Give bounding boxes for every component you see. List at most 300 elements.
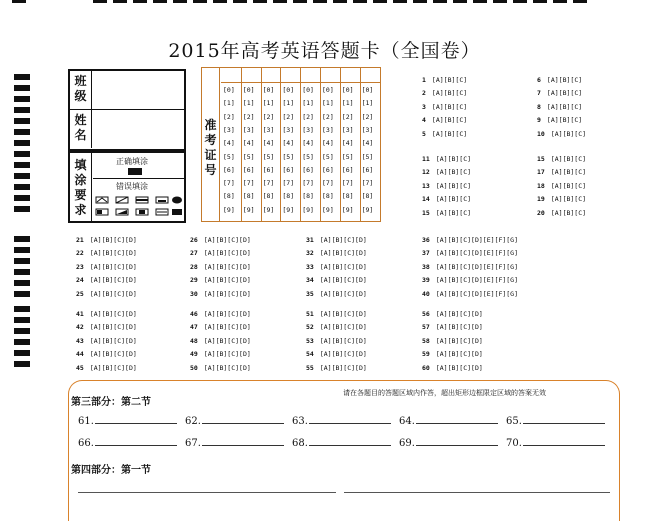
answer-bubbles[interactable]: [A][B][C] [550,208,587,217]
exam-id-bubble[interactable]: [0] [282,86,295,94]
question-row [537,195,586,203]
question-number: 48 [190,336,198,345]
exam-id-bubble[interactable]: [0] [223,86,235,94]
exam-id-bubble[interactable]: [0] [302,86,314,94]
question-row [422,337,483,345]
question-row [422,116,467,124]
exam-id-bubble[interactable]: [4] [302,139,314,148]
answer-bubbles[interactable]: [A][B][C][D] [203,289,251,298]
exam-id-bubble[interactable]: [5] [242,152,255,161]
question-row [306,364,367,372]
question-row [422,249,518,257]
exam-id-bubble[interactable]: [4] [223,139,235,148]
question-row [76,290,137,298]
question-row [422,168,471,176]
exam-id-bubble[interactable]: [1] [322,99,334,108]
fill-label: 填涂要求 [70,153,92,221]
question-number: 12 [422,168,430,177]
exam-id-bubble[interactable]: [5] [262,152,275,161]
answer-bubbles[interactable]: [A][B][C][D][E][F][G] [435,236,519,244]
fill-instructions-box [68,151,186,223]
question-row [190,249,251,257]
answer-bubbles[interactable]: [A][B][C][D][E][F][G] [435,249,519,258]
exam-id-bubble[interactable]: [1] [361,99,374,108]
exam-id-bubble[interactable]: [0] [262,86,275,94]
answer-bubbles[interactable]: [A][B][C][D] [435,336,483,345]
answer-bubbles[interactable]: [A][B][C][D] [89,310,137,318]
question-number: 36 [422,236,430,244]
exam-id-bubble[interactable]: [7] [262,179,275,188]
question-number: 22 [76,249,84,258]
exam-id-bubble[interactable]: [1] [341,99,354,108]
answer-bubbles[interactable]: [A][B][C][D] [435,310,483,318]
exam-id-bubble[interactable]: [9] [341,205,354,214]
answer-bubbles[interactable]: [A][B][C] [431,116,468,125]
answer-bubbles[interactable]: [A][B][C][D] [203,262,251,271]
blank-number: 65. [506,416,522,427]
exam-id-bubble[interactable]: [3] [262,125,275,134]
question-number: 24 [76,276,84,285]
exam-id-bubble[interactable]: [7] [302,179,314,188]
blank-number: 68. [292,438,308,449]
name-row [70,110,184,148]
answer-bubbles[interactable]: [A][B][C][D] [203,336,251,345]
answer-bubbles[interactable]: [A][B][C][D] [319,249,367,258]
answer-bubbles[interactable]: [A][B][C][D][E][F][G] [435,262,519,271]
exam-id-bubble[interactable]: [2] [282,112,295,121]
answer-bubbles[interactable]: [A][B][C][D] [319,262,367,271]
class-field[interactable] [93,71,184,109]
answer-bubbles[interactable]: [A][B][C][D] [203,249,251,258]
question-row [306,350,367,358]
question-number: 10 [537,129,545,138]
blank-number: 64. [399,416,415,427]
exam-id-bubble[interactable]: [3] [302,125,314,134]
exam-id-bubble[interactable]: [4] [242,139,255,148]
question-row [422,350,483,358]
fill-blank-68 [292,436,391,449]
question-row [190,310,251,318]
exam-id-bubble[interactable]: [9] [302,205,314,214]
exam-id-bubble[interactable]: [6] [262,165,275,174]
exam-id-bubble[interactable]: [2] [341,112,354,121]
answer-bubbles[interactable]: [A][B][C] [435,208,472,217]
exam-id-column [241,68,262,221]
question-number: 2 [422,89,426,98]
blank-line[interactable] [95,414,177,424]
question-number: 55 [306,363,314,372]
exam-id-column [221,68,242,221]
name-label: 姓名 [70,110,92,148]
blank-line[interactable] [202,414,284,424]
exam-id-bubble[interactable]: [8] [322,192,334,201]
part4-line-2[interactable] [344,492,610,493]
blank-number: 61. [78,416,94,427]
answer-bubbles[interactable]: [A][B][C][D] [203,323,251,332]
question-row [422,276,518,284]
exam-id-bubble[interactable]: [0] [361,86,374,94]
exam-id-bubble[interactable]: [3] [282,125,295,134]
exam-id-bubble[interactable]: [3] [361,125,374,134]
question-number: 13 [422,181,430,190]
exam-id-bubble[interactable]: [1] [223,99,235,108]
exam-id-bubble[interactable]: [3] [223,125,235,134]
answer-bubbles[interactable]: [A][B][C] [435,155,472,163]
answer-bubbles[interactable]: [A][B][C] [431,129,468,138]
blank-line[interactable] [523,436,605,446]
answer-bubbles[interactable]: [A][B][C] [546,102,583,111]
question-row [306,263,367,271]
exam-id-column [300,68,321,221]
exam-id-bubble[interactable]: [6] [322,165,334,174]
part3-title: 第三部分：第二节 [71,397,151,408]
exam-id-bubble[interactable]: [3] [242,125,255,134]
fill-blank-70 [506,436,605,449]
part4-line-1[interactable] [78,492,336,493]
question-row [422,76,467,84]
question-number: 34 [306,276,314,285]
question-number: 46 [190,310,198,318]
exam-id-bubble[interactable]: [6] [282,165,295,174]
question-number: 1 [422,76,426,84]
question-number: 8 [537,102,541,111]
blank-number: 67. [185,438,201,449]
fill-blank-64 [399,414,498,427]
question-number: 37 [422,249,430,258]
answer-bubbles[interactable]: [A][B][C] [431,76,468,84]
exam-id-bubble[interactable]: [8] [361,192,374,201]
answer-bubbles[interactable]: [A][B][C][D] [319,363,367,372]
exam-id-bubble[interactable]: [5] [223,152,235,161]
question-number: 45 [76,363,84,372]
question-number: 56 [422,310,430,318]
answer-bubbles[interactable]: [A][B][C][D] [203,276,251,285]
exam-id-column [261,68,282,221]
question-row [306,236,367,244]
question-row [422,103,467,111]
question-row [76,276,137,284]
answer-bubbles[interactable]: [A][B][C] [550,195,587,204]
question-row [422,182,471,190]
question-number: 14 [422,195,430,204]
question-row [422,130,467,138]
exam-id-bubble[interactable]: [8] [262,192,275,201]
correct-fill-label: 正确填涂 [116,157,148,166]
part4-title: 第四部分：第一节 [71,465,151,476]
question-row [537,168,586,176]
question-number: 20 [537,208,545,217]
fill-blank-66 [78,436,177,449]
exam-id-bubble[interactable]: [9] [262,205,275,214]
answer-bubbles[interactable]: [A][B][C][D] [203,363,251,372]
exam-id-bubble[interactable]: [6] [302,165,314,174]
exam-id-bubble[interactable]: [1] [262,99,275,108]
exam-id-bubble[interactable]: [6] [223,165,235,174]
question-row [76,323,137,331]
question-row [537,130,586,138]
question-row [190,290,251,298]
exam-id-bubble[interactable]: [7] [223,179,235,188]
answer-bubbles[interactable]: [A][B][C] [550,168,587,177]
top-dash-strip [93,0,593,8]
exam-id-bubble[interactable]: [5] [322,152,334,161]
answer-bubbles[interactable]: [A][B][C][D] [203,350,251,359]
name-field[interactable] [93,110,184,148]
question-number: 26 [190,236,198,244]
answer-bubbles[interactable]: [A][B][C] [546,89,583,98]
timing-marks-group-2 [14,236,30,302]
question-number: 49 [190,350,198,359]
exam-id-bubble[interactable]: [7] [361,179,374,188]
question-number: 39 [422,276,430,285]
fill-blank-62 [185,414,284,427]
exam-id-bubble[interactable]: [1] [282,99,295,108]
answer-bubbles[interactable]: [A][B][C] [546,116,583,125]
blank-line[interactable] [416,436,498,446]
exam-id-bubble[interactable]: [4] [341,139,354,148]
fill-blank-67 [185,436,284,449]
question-row [422,323,483,331]
exam-id-bubble[interactable]: [9] [361,205,374,214]
exam-id-bubble[interactable]: [4] [322,139,334,148]
exam-id-bubble[interactable]: [7] [322,179,334,188]
question-number: 59 [422,350,430,359]
question-row [306,323,367,331]
blank-line[interactable] [309,436,391,446]
class-label: 班级 [70,71,92,109]
exam-id-bubble[interactable]: [6] [361,165,374,174]
exam-id-bubble[interactable]: [9] [242,205,255,214]
answer-bubbles[interactable]: [A][B][C][D] [89,323,137,332]
question-row [190,263,251,271]
exam-id-bubble[interactable]: [7] [282,179,295,188]
answer-bubbles[interactable]: [A][B][C][D] [319,236,367,244]
answer-bubbles[interactable]: [A][B][C][D] [435,323,483,332]
blank-number: 63. [292,416,308,427]
question-number: 35 [306,289,314,298]
question-row [422,310,483,318]
exam-id-bubble[interactable]: [6] [341,165,354,174]
question-number: 40 [422,289,430,298]
question-row [306,337,367,345]
blank-line[interactable] [95,436,177,446]
answer-bubbles[interactable]: [A][B][C][D][E][F][G] [435,276,519,285]
exam-id-bubble[interactable]: [8] [282,192,295,201]
exam-id-bubble[interactable]: [9] [223,205,235,214]
question-number: 27 [190,249,198,258]
answer-bubbles[interactable]: [A][B][C][D] [203,236,251,244]
exam-id-bubble[interactable]: [9] [322,205,334,214]
question-row [422,195,471,203]
exam-id-bubble[interactable]: [2] [361,112,374,121]
exam-id-bubble[interactable]: [6] [242,165,255,174]
question-row [537,182,586,190]
answer-bubbles[interactable]: [A][B][C][D] [319,350,367,359]
answer-bubbles[interactable]: [A][B][C] [431,102,468,111]
exam-id-bubble[interactable]: [8] [223,192,235,201]
divider [93,178,184,179]
exam-id-bubble[interactable]: [8] [341,192,354,201]
question-number: 52 [306,323,314,332]
blank-line[interactable] [202,436,284,446]
answer-bubbles[interactable]: [A][B][C][D] [89,276,137,285]
question-row [422,263,518,271]
question-row [306,249,367,257]
exam-id-bubble[interactable]: [0] [341,86,354,94]
exam-id-bubble[interactable]: [2] [322,112,334,121]
question-row [190,323,251,331]
exam-id-bubble[interactable]: [5] [282,152,295,161]
exam-id-grid [201,67,381,222]
page-title: 2015年高考英语答题卡（全国卷） [168,40,481,62]
question-number: 15 [537,155,545,163]
question-number: 23 [76,262,84,271]
exam-id-bubble[interactable]: [2] [262,112,275,121]
exam-id-bubble[interactable]: [4] [361,139,374,148]
question-row [422,155,471,163]
fill-blank-63 [292,414,391,427]
answer-bubbles[interactable]: [A][B][C][D] [89,336,137,345]
timing-marks-group-3 [14,306,30,372]
answer-bubbles[interactable]: [A][B][C] [435,181,472,190]
question-number: 44 [76,350,84,359]
question-row [537,76,582,84]
question-number: 42 [76,323,84,332]
question-number: 58 [422,336,430,345]
blank-number: 66. [78,438,94,449]
question-row [537,209,586,217]
exam-id-bubble[interactable]: [0] [242,86,255,94]
question-row [306,276,367,284]
question-number: 21 [76,236,84,244]
answer-bubbles[interactable]: [A][B][C][D][E][F][G] [435,289,519,298]
answer-bubbles[interactable]: [A][B][C] [550,155,587,163]
answer-bubbles[interactable]: [A][B][C] [550,129,587,138]
answer-bubbles[interactable]: [A][B][C][D] [319,323,367,332]
blank-number: 62. [185,416,201,427]
answer-bubbles[interactable]: [A][B][C][D] [319,336,367,345]
blank-number: 70. [506,438,522,449]
question-number: 32 [306,249,314,258]
answer-bubbles[interactable]: [A][B][C][D] [203,310,251,318]
answer-bubbles[interactable]: [A][B][C][D] [319,310,367,318]
answer-bubbles[interactable]: [A][B][C] [435,168,472,177]
exam-id-bubble[interactable]: [8] [302,192,314,201]
question-row [537,116,582,124]
blank-line[interactable] [309,414,391,424]
question-number: 6 [537,76,541,84]
question-number: 50 [190,363,198,372]
exam-id-label: 准考证号 [202,68,220,221]
question-row [190,364,251,372]
question-number: 25 [76,289,84,298]
answer-bubbles[interactable]: [A][B][C] [431,89,468,98]
exam-id-bubble[interactable]: [5] [302,152,314,161]
wrong-fill-samples-icon [94,193,184,219]
exam-id-bubble[interactable]: [9] [282,205,295,214]
question-number: 5 [422,129,426,138]
exam-id-column [320,68,341,221]
exam-id-bubble[interactable]: [0] [322,86,334,94]
blank-number: 69. [399,438,415,449]
exam-id-bubble[interactable]: [4] [262,139,275,148]
question-row [422,209,471,217]
question-row [537,103,582,111]
answer-bubbles[interactable]: [A][B][C][D] [435,363,483,372]
exam-id-bubble[interactable]: [1] [242,99,255,108]
answer-bubbles[interactable]: [A][B][C][D] [89,350,137,359]
top-mark-left [12,0,26,3]
exam-id-bubble[interactable]: [3] [322,125,334,134]
answer-bubbles[interactable]: [A][B][C][D] [89,289,137,298]
question-row [422,364,483,372]
exam-id-bubble[interactable]: [2] [302,112,314,121]
question-row [537,89,582,97]
blank-line[interactable] [416,414,498,424]
answer-bubbles[interactable]: [A][B][C][D] [319,289,367,298]
question-number: 19 [537,195,545,204]
question-number: 4 [422,116,426,125]
question-row [537,155,586,163]
exam-id-bubble[interactable]: [2] [223,112,235,121]
exam-id-bubble[interactable]: [8] [242,192,255,201]
timing-marks-group-1 [14,74,30,217]
question-row [76,350,137,358]
question-number: 29 [190,276,198,285]
answer-bubbles[interactable]: [A][B][C] [550,181,587,190]
answer-bubbles[interactable]: [A][B][C][D] [89,236,137,244]
question-number: 28 [190,262,198,271]
question-number: 15 [422,208,430,217]
class-row [70,71,184,110]
answer-bubbles[interactable]: [A][B][C] [546,76,583,84]
exam-id-bubble[interactable]: [3] [341,125,354,134]
blank-line[interactable] [523,414,605,424]
correct-fill-sample [128,168,142,175]
answer-bubbles[interactable]: [A][B][C] [435,195,472,204]
fill-blank-61 [78,414,177,427]
answer-bubbles[interactable]: [A][B][C][D] [435,350,483,359]
question-row [422,290,518,298]
question-number: 3 [422,102,426,111]
exam-id-bubble[interactable]: [4] [282,139,295,148]
question-number: 31 [306,236,314,244]
question-row [76,337,137,345]
question-row [76,249,137,257]
answer-bubbles[interactable]: [A][B][C][D] [89,262,137,271]
question-number: 33 [306,262,314,271]
answer-bubbles[interactable]: [A][B][C][D] [89,363,137,372]
question-number: 43 [76,336,84,345]
exam-id-bubble[interactable]: [1] [302,99,314,108]
exam-id-bubble[interactable]: [5] [341,152,354,161]
question-number: 54 [306,350,314,359]
question-row [76,263,137,271]
answer-bubbles[interactable]: [A][B][C][D] [89,249,137,258]
exam-id-bubble[interactable]: [7] [341,179,354,188]
question-number: 17 [537,168,545,177]
question-number: 30 [190,289,198,298]
exam-id-bubble[interactable]: [2] [242,112,255,121]
exam-id-bubble[interactable]: [7] [242,179,255,188]
answer-bubbles[interactable]: [A][B][C][D] [319,276,367,285]
exam-id-column [360,68,380,221]
question-row [190,236,251,244]
exam-id-bubble[interactable]: [5] [361,152,374,161]
question-number: 18 [537,181,545,190]
question-row [76,364,137,372]
question-number: 47 [190,323,198,332]
